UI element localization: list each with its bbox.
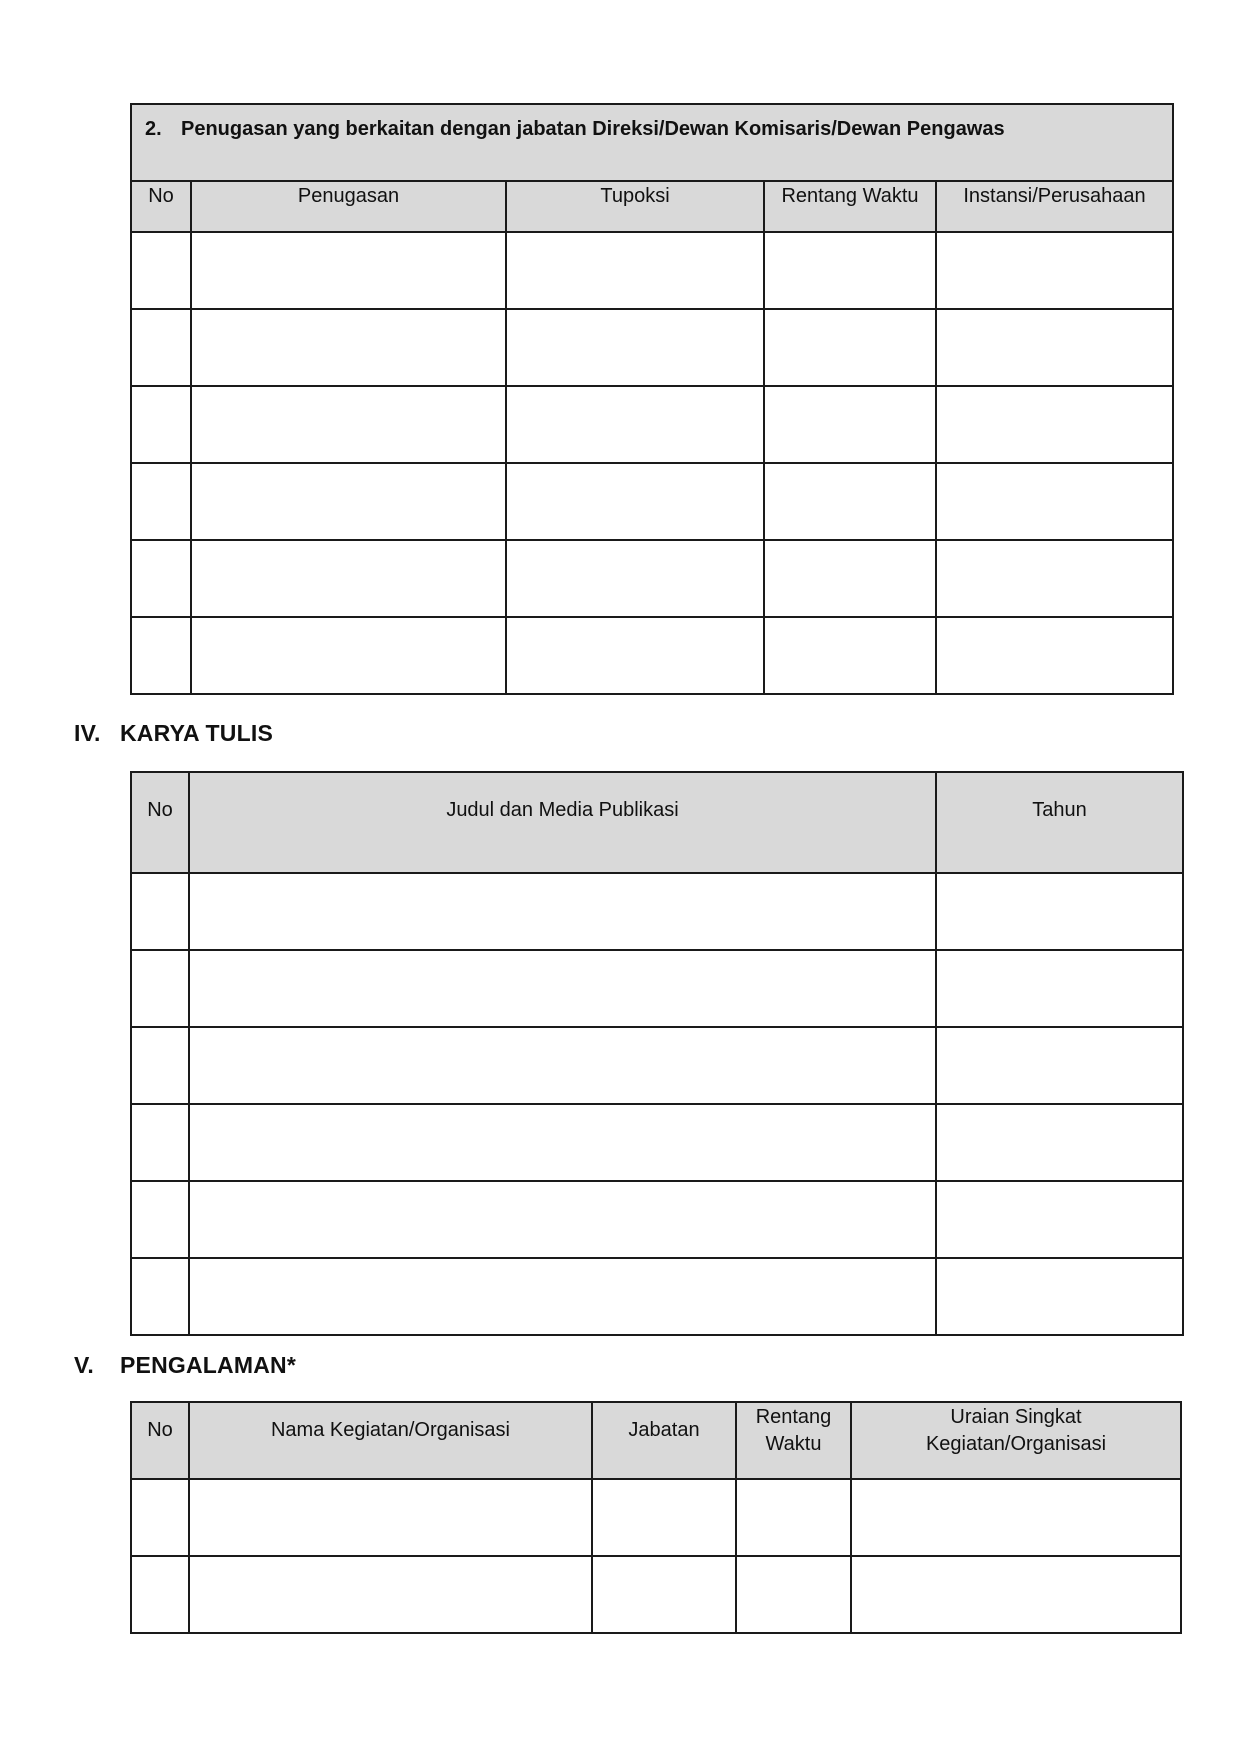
- col-header-jabatan: Jabatan: [592, 1402, 736, 1479]
- section-iv-heading: [74, 720, 273, 747]
- cell-rentang-waktu[interactable]: [764, 540, 936, 617]
- karya-tulis-table: [130, 771, 1184, 1336]
- table-row: [131, 1104, 1183, 1181]
- cell-instansi[interactable]: [936, 386, 1173, 463]
- cell-tahun[interactable]: [936, 1181, 1183, 1258]
- cell-no[interactable]: [131, 1181, 189, 1258]
- table-row: [131, 950, 1183, 1027]
- cell-penugasan[interactable]: [191, 232, 506, 309]
- pengalaman-header-row: [131, 1402, 1181, 1479]
- cell-rentang-waktu[interactable]: [764, 309, 936, 386]
- cell-tupoksi[interactable]: [506, 386, 764, 463]
- table-row: [131, 1258, 1183, 1335]
- cell-rentang-waktu[interactable]: [764, 232, 936, 309]
- col-header-judul: Judul dan Media Publikasi: [189, 772, 936, 873]
- cell-instansi[interactable]: [936, 463, 1173, 540]
- table-row: [131, 873, 1183, 950]
- table-row: [131, 617, 1173, 694]
- cell-instansi[interactable]: [936, 540, 1173, 617]
- cell-rentang-waktu[interactable]: [736, 1556, 851, 1633]
- section-v-number: V.: [74, 1352, 95, 1378]
- cell-penugasan[interactable]: [191, 463, 506, 540]
- col-header-no: No: [131, 181, 191, 232]
- cell-jabatan[interactable]: [592, 1479, 736, 1556]
- table-row: [131, 1556, 1181, 1633]
- penugasan-caption-text: Penugasan yang berkaitan dengan jabatan Direksi/Dewan Komisaris/Dewan Pengawas: [181, 118, 1005, 140]
- cell-nama-kegiatan[interactable]: [189, 1479, 592, 1556]
- table-row: [131, 386, 1173, 463]
- cell-judul[interactable]: [189, 1258, 936, 1335]
- cell-rentang-waktu[interactable]: [764, 463, 936, 540]
- cell-instansi[interactable]: [936, 309, 1173, 386]
- cell-no[interactable]: [131, 950, 189, 1027]
- col-header-nama-kegiatan: Nama Kegiatan/Organisasi: [189, 1402, 592, 1479]
- cell-instansi[interactable]: [936, 232, 1173, 309]
- col-header-instansi: Instansi/Perusahaan: [936, 181, 1173, 232]
- cell-no[interactable]: [131, 1556, 189, 1633]
- cell-penugasan[interactable]: [191, 386, 506, 463]
- section-v-title: PENGALAMAN*: [120, 1352, 296, 1378]
- cell-nama-kegiatan[interactable]: [189, 1556, 592, 1633]
- cell-no[interactable]: [131, 1027, 189, 1104]
- penugasan-caption-number: 2.: [145, 118, 162, 140]
- cell-no[interactable]: [131, 873, 189, 950]
- cell-tahun[interactable]: [936, 950, 1183, 1027]
- karya-tulis-header-row: [131, 772, 1183, 873]
- table-row: [131, 1479, 1181, 1556]
- col-header-penugasan: Penugasan: [191, 181, 506, 232]
- cell-uraian[interactable]: [851, 1556, 1181, 1633]
- col-header-tupoksi: Tupoksi: [506, 181, 764, 232]
- cell-tupoksi[interactable]: [506, 309, 764, 386]
- table-row: [131, 309, 1173, 386]
- cell-instansi[interactable]: [936, 617, 1173, 694]
- col-header-uraian: Uraian Singkat Kegiatan/Organisasi: [851, 1402, 1181, 1479]
- table-row: [131, 540, 1173, 617]
- cell-no[interactable]: [131, 617, 191, 694]
- cell-judul[interactable]: [189, 950, 936, 1027]
- cell-tupoksi[interactable]: [506, 540, 764, 617]
- col-header-rentang-waktu: Rentang Waktu: [736, 1402, 851, 1479]
- cell-tahun[interactable]: [936, 1027, 1183, 1104]
- col-header-no: No: [131, 1402, 189, 1479]
- cell-jabatan[interactable]: [592, 1556, 736, 1633]
- cell-tupoksi[interactable]: [506, 617, 764, 694]
- cell-no[interactable]: [131, 232, 191, 309]
- penugasan-table: [130, 103, 1174, 695]
- section-iv-number: IV.: [74, 720, 101, 746]
- cell-penugasan[interactable]: [191, 617, 506, 694]
- table-row: [131, 463, 1173, 540]
- cell-no[interactable]: [131, 463, 191, 540]
- cell-no[interactable]: [131, 540, 191, 617]
- table-row: [131, 1027, 1183, 1104]
- cell-rentang-waktu[interactable]: [736, 1479, 851, 1556]
- section-v-heading: [74, 1352, 296, 1379]
- pengalaman-table: [130, 1401, 1182, 1634]
- cell-judul[interactable]: [189, 1181, 936, 1258]
- cell-tahun[interactable]: [936, 1104, 1183, 1181]
- penugasan-header-row: [131, 181, 1173, 232]
- cell-uraian[interactable]: [851, 1479, 1181, 1556]
- cell-tahun[interactable]: [936, 873, 1183, 950]
- cell-no[interactable]: [131, 1104, 189, 1181]
- cell-penugasan[interactable]: [191, 540, 506, 617]
- cell-no[interactable]: [131, 386, 191, 463]
- cell-rentang-waktu[interactable]: [764, 386, 936, 463]
- table-row: [131, 232, 1173, 309]
- cell-rentang-waktu[interactable]: [764, 617, 936, 694]
- penugasan-caption: [131, 104, 1173, 181]
- cell-judul[interactable]: [189, 1104, 936, 1181]
- cell-no[interactable]: [131, 1479, 189, 1556]
- cell-penugasan[interactable]: [191, 309, 506, 386]
- col-header-tahun: Tahun: [936, 772, 1183, 873]
- cell-no[interactable]: [131, 309, 191, 386]
- cell-tupoksi[interactable]: [506, 463, 764, 540]
- cell-tupoksi[interactable]: [506, 232, 764, 309]
- col-header-rentang-waktu: Rentang Waktu: [764, 181, 936, 232]
- section-iv-title: KARYA TULIS: [120, 720, 273, 746]
- table-row: [131, 1181, 1183, 1258]
- cell-judul[interactable]: [189, 873, 936, 950]
- cell-tahun[interactable]: [936, 1258, 1183, 1335]
- cell-judul[interactable]: [189, 1027, 936, 1104]
- col-header-no: No: [131, 772, 189, 873]
- cell-no[interactable]: [131, 1258, 189, 1335]
